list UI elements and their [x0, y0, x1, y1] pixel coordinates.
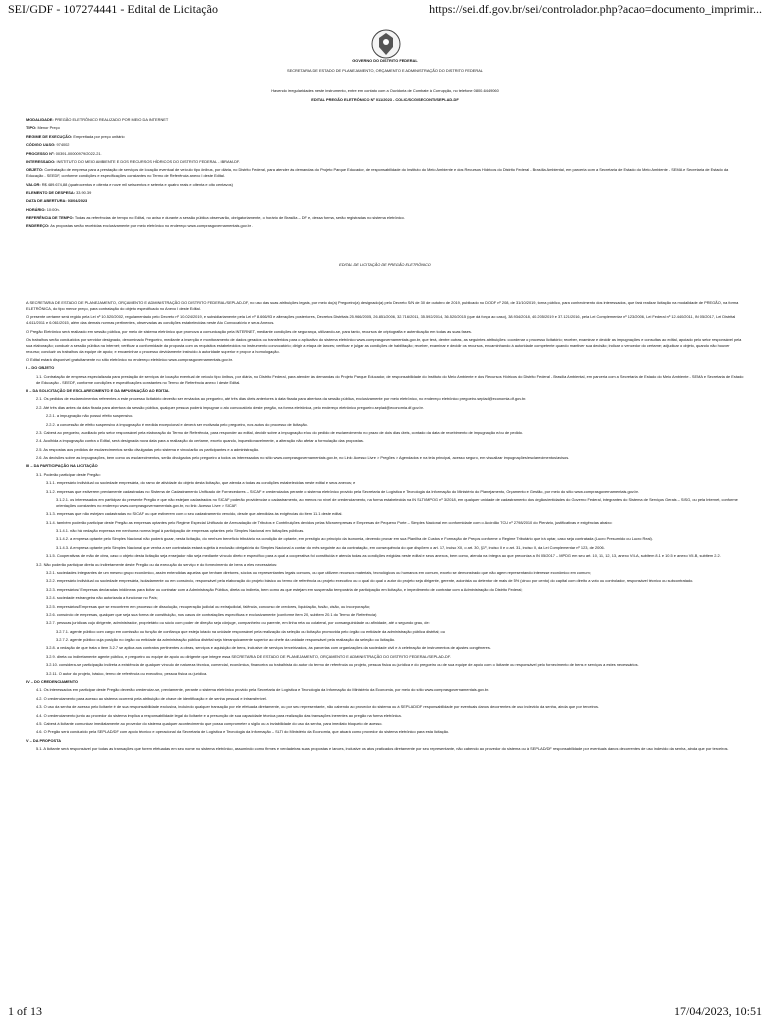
clause-item: 2.2.1. a impugnação não possui efeito suspensivo.	[46, 413, 134, 419]
clause-item: 3.1.2. empresas que estiverem previamente cadastradas no Sistema de Cadastramento Unificado de Fornecedores – SICAF e credenciados perante o sistema eletrônico provido pela Secretaria de Logística e Tecnologia da Informação do Ministério do Planejamento, Orçamento e Gestão, por meio do sítio www.comprasgovernamentais.gov.br.	[46, 488, 639, 494]
clause-item: 3.1.3. empresas que não estejam cadastradas no SICAF ou que estiverem com o seu cadastramento vencido, desde que atendidas às exigências do item 11.1 deste edital.	[46, 511, 343, 517]
field-label: VALOR:	[26, 181, 41, 187]
field-value: 33.90.39	[75, 189, 92, 195]
field-row	[26, 151, 744, 157]
field-value: Empreitada por preço unitário	[72, 133, 125, 139]
clause-item: 3.1.4.1. não há vedação expressa em nenhuma norma legal à participação de empresas optantes pelo Simples Nacional em licitações públicas.	[56, 528, 305, 533]
clause-item: 3.2.9. direta ou indiretamente agente público, e pregoeiro ou equipe de apoio ou dirigente que integre essa SECRETARIA DE ESTADO DE PLANEJAMENTO, ORÇAMENTO E ADMINISTRAÇÃO DO DISTRITO FEDERAL/SEPLAD-DF.	[46, 653, 451, 659]
field-row	[26, 198, 744, 204]
field-row	[26, 182, 744, 188]
section-heading: V – DA PROPOSTA	[26, 737, 62, 743]
field-row	[26, 125, 744, 131]
intro-paragraph: O Pregão Eletrônico será realizado em sessão pública, por meio de sistema eletrônico que promova a comunicação pela INTERNET, mediante condições de segurança, utilizando-se, para tanto, recursos de criptografia e autenticação em todas as suas fases.	[26, 328, 472, 334]
clause-item: 3.1. Poderão participar deste Pregão:	[36, 471, 101, 477]
clause-item: 4.1. Os interessados em participar deste Pregão deverão credenciar-se, previamente, perante o sistema eletrônico provido pela Secretaria de Logística e Tecnologia da Informação do Ministério da Economia, por meio do sítio www.comprasgovernamentais.gov.br.	[36, 687, 490, 693]
field-row	[26, 223, 744, 229]
ouvidoria-notice: Havendo irregularidades neste instrumento, entre em contato com a Ouvidoria de Combate à Corrupção, no telefone 0800-6449060	[271, 88, 499, 94]
page-number: 1 of 13	[8, 1004, 42, 1018]
edital-sections	[26, 365, 744, 752]
section-heading: III – DA PARTICIPAÇÃO NA LICITAÇÃO	[26, 463, 98, 469]
field-row	[26, 159, 744, 165]
clause-item: 4.6. O Pregão será conduzido pela SEPLAD/DF com apoio técnico e operacional da Secretaria de Logística e Tecnologia da Informação – SLTI do Ministério da Economia, que atuará como provedor do sistema eletrônico para esta licitação.	[36, 729, 450, 735]
field-value: 10:00h.	[45, 206, 60, 212]
field-value: Todas as referências de tempo no Edital, no aviso e durante a sessão pública observarão, obrigatoriamente, o horário de Brasília – DF e, dessa forma, serão registradas no sistema eletrônico.	[73, 215, 405, 221]
clause-item: 2.6. As decisões sobre as impugnações, bem como os esclarecimentos, serão divulgados pelo pregoeiro a todos os interessados no sítio www.comprasgovernamentais.gov.br, no Link: Acesso Livre > Pregões > Agendados e na tela principal, acesso seguro, em visualizar impugnações/esclarecimentos/avisos.	[36, 455, 570, 461]
clause-item: 3.2.7.2. agente público cuja posição no órgão ou entidade da administração pública distrital seja hierarquicamente superior ao chefe da unidade responsável pela realização da seleção ou licitação.	[56, 637, 396, 643]
document-body	[26, 56, 744, 755]
field-value: As propostas serão recebidas exclusivamente por meio eletrônico no endereço www.comprasgovernamentais.gov.br .	[49, 223, 254, 229]
clause-item: 3.2.8. a vedação de que trata o item 3.2.7 se aplica aos contratos pertinentes a obras, serviços e aquisição de bens, inclusive de serviços terceirizados, às parcerias com organizações da sociedade civil e à celebração de instrumentos de ajustes congêneres.	[46, 645, 491, 651]
field-row	[26, 117, 744, 123]
page-title: SEI/GDF - 107274441 - Edital de Licitação	[8, 2, 218, 16]
clause-item: 3.1.5. Cooperativas de mão de obra, caso o objeto desta licitação seja ensejador não seja mediante vínculo direto e específico para a qual a cooperativa foi constituída e atenda todas as condições exigidas neste edital e seus anexos, bem como, atenda na íntegra ao que preconiza a IN 05/2017 – MPDG em seu art. 10, 11, 12, 13, anexo VII-A, subitem 8.1 e 10.5 e anexo VII-B, subitem 2.2.	[46, 553, 721, 559]
field-label: DATA DE ABERTURA: 03/04/2023	[26, 198, 88, 204]
clause-item: 3.1.1. empresário individual ou sociedade empresária, do ramo de atividade do objeto desta licitação, que atenda a todas as condições estabelecidas neste edital e seus anexos; e	[46, 480, 356, 486]
field-value: 974002	[55, 142, 70, 148]
edital-fields	[26, 117, 744, 229]
field-row	[26, 190, 744, 196]
field-label: OBJETO:	[26, 167, 44, 173]
intro-paragraph: Os trabalhos serão conduzidos por servidor designado, denominado Pregoeiro, mediante a inserção e monitoramento de dados gerados ou transferidos para o aplicativo do sistema eletrônico www.comprasgovernamentais.gov.br, que terá, dentre outras, as seguintes atribuições: coordenar o processo licitatório; receber, examinar e decidir as impugnações e consultas ao edital, apoiado pelo setor responsável pela sua elaboração; conduzir a sessão pública na internet; verificar a conformidade da proposta com os requisitos estabelecidos no instrumento convocatório; dirigir a etapa de lances; verificar e julgar as condições de habilitação; receber, examinar e decidir os recursos, encaminhando à autoridade competente quando mantiver sua decisão; indicar o vencedor do certame; adjudicar o objeto, quando não houver recurso; conduzir os trabalhos da equipe de apoio; e encaminhar o processo devidamente instruído à autoridade superior e propor a homologação.	[26, 337, 742, 354]
field-row	[26, 167, 744, 179]
clause-item: 3.1.4.3. A empresa optante pelo Simples Nacional que venha a ser contratada estará sujeita à exclusão obrigatória do Simples Nacional a contar do mês seguinte ao da contratação, em consequência do que dispõem o art. 17, inciso XII, o art. 30, §1º, inciso II e o art. 31, inciso II, da Lei Complementar nº 123, de 2006.	[56, 544, 605, 550]
clause-item: 1.1. Contratação de empresa especializada para prestação de serviços de locação eventual de veículo tipo ônibus, por diária, no Distrito Federal, para atender às demandas do Projeto Parque Educador, de responsabilidade do Instituto do Meio Ambiente e dos Recursos Hídricos do Distrito Federal - Brasília Ambiental, em parceria com a Secretaria de Estado do Meio Ambiente - SEMA e Secretaria de Estado de Educação - SEEDF, conforme condições e especificações constantes no Termo de Referência anexo I deste Edital.	[36, 373, 744, 385]
section-heading: I – DO OBJETO	[26, 365, 55, 371]
field-row	[26, 215, 744, 221]
browser-header	[8, 2, 762, 16]
clause-item: 2.5. As respostas aos pedidos de esclarecimentos serão divulgadas pelo sistema e vincularão os participantes e a administração.	[36, 446, 260, 452]
edital-center-title: EDITAL DE LICITAÇÃO DE PREGÃO ELETRÔNICO	[339, 261, 431, 267]
clause-item: 2.1. Os pedidos de esclarecimentos referentes a este processo licitatório deverão ser enviados ao pregoeiro, até três dias úteis anteriores à data fixada para abertura da sessão pública, exclusivamente por meio eletrônico, no endereço eletrônico pregoeiro.seplad@economia.df.gov.br.	[36, 396, 527, 402]
field-label: MODALIDADE:	[26, 116, 54, 122]
field-label: PROCESSO Nº:	[26, 150, 55, 156]
clause-item: 2.2. Até três dias antes da data fixada para abertura da sessão pública, qualquer pessoa poderá impugnar o ato convocatório deste pregão, na forma eletrônica, pelo endereço eletrônico pregoeiro.seplad@economia.df.gov.br.	[36, 404, 424, 410]
page-url: https://sei.df.gov.br/sei/controlador.php?acao=documento_imprimir...	[429, 2, 762, 16]
field-row	[26, 134, 744, 140]
clause-item: 3.1.2.1. os interessados em participar do presente Pregão e que não estejam cadastrados no SICAF poderão providenciar o cadastramento, ao menos no nível de credenciamento, na forma estabelecida na IN SLTI/MPOG nº 3/2018, em qualquer unidade de cadastramento dos órgãos/entidades do Governo Federal, integrantes do Sistema de Serviços Gerais – SISG, ou pela Internet, conforme orientações constantes no endereço www.comprasgovernamentais.gov.br, no link: Acesso Livre > SICAF.	[56, 497, 738, 508]
field-label: ELEMENTO DE DESPESA:	[26, 189, 76, 195]
clause-item: 4.2. O credenciamento para acesso ao sistema ocorrerá pela atribuição de chave de identificação e de senha pessoal e intransferível.	[36, 695, 267, 701]
clause-item: 4.5. Caberá à licitante comunicar imediatamente ao provedor do sistema qualquer acontecimento que possa comprometer o sigilo ou a inviabilidade do uso da senha, para imediato bloqueio de acesso.	[36, 720, 383, 726]
field-value: Menor Preço	[36, 125, 60, 131]
field-value: 00391-00000979/2022-21.	[54, 150, 102, 156]
clause-item: 2.4. Acolhida a impugnação contra o Edital, será designada nova data para a realização do certame, exceto quando, inquestionavelmente, a alteração não afetar a formulação das propostas.	[36, 438, 364, 444]
clause-item: 3.2.11. O autor do projeto, básico, termo de referência ou executivo, pessoa física ou jurídica.	[46, 670, 208, 676]
clause-item: 5.1. A licitante será responsável por todas as transações que forem efetuadas em seu nome no sistema eletrônico, assumindo como firmes e verdadeiras suas propostas e lances, inclusive os atos praticados diretamente por seu representante, não cabendo ao provedor do sistema ou à SEPLAD/DF responsabilidade por eventuais danos decorrentes de uso indevido da senha, ainda que por terceiros.	[36, 746, 729, 752]
clause-item: 3.2. Não poderão participar direta ou indiretamente deste Pregão ou da execução do serviço e do fornecimento de bens a eles necessários:	[36, 561, 278, 567]
intro-paragraph: O Edital estará disponível gratuitamente no sítio eletrônico no endereço eletrônico www.comprasgovernamentais.gov.br.	[26, 356, 233, 362]
field-value: PREGÃO ELETRÔNICO REALIZADO POR MEIO DA INTERNET	[53, 116, 169, 122]
clause-item: 4.3. O uso da senha de acesso pelo licitante é de sua responsabilidade exclusiva, incluindo qualquer transação por ele efetuada diretamente, ou por seu representante, não cabendo ao provedor do sistema ou à SEPLAD/DF responsabilidade por eventuais danos decorrentes de uso indevido da senha, ainda que por terceiros.	[36, 704, 599, 710]
clause-item: 3.2.5. empresários/Empresas que se encontrem em processo de dissolução, recuperação judicial ou extrajudicial, falência, concurso de credores, liquidação, fusão, cisão, ou incorporação;	[46, 603, 370, 609]
clause-item: 3.1.4.2. a empresa optante pelo Simples Nacional não poderá gozar, nesta licitação, do nenhum benefício tributário na condição de optante, em prestígio ao princípio da isonomia, devendo provar em sua Planilha de Custos e Formação de Preços conforme o Regime Tributário que irá optar, caso seja contratada (Lucro Presumido ou Lucro Real).	[56, 536, 653, 542]
intro-paragraph: O presente certame será regido pela Lei nº 10.520/2002, regulamentado pelo Decreto nº 10.024/2019, e subsidiariamente pela Lei nº 8.666/93 e alterações posteriores, Decretos Distritais 25.966/2005, 26.851/2006, 32.716/2011, 35.592/2014, 36.520/2015 (que dá força ao caso), 38.934/2018, 40.205/2019 e 37.121/2016, pela Lei Complementar nº 123/2006, Lei Federal nº 12.440/2011, IN 05/2017, Lei Distrital 4.611/2011 e 6.061/2015, além das demais normas pertinentes, observadas as condições estabelecidas neste Ato Convocatório e seus Anexos.	[26, 314, 736, 326]
clause-item: 3.2.10. considera-se participação indireta a existência de qualquer vínculo de natureza técnica, comercial, econômica, financeira ou trabalhista do autor do termo de referência ou projeto, pessoa física ou jurídica e do pregoeiro ou de sua equipe de apoio com o licitante ou responsável pelo fornecimento de bens e serviços a estes necessários.	[46, 662, 639, 668]
secretaria-header: SECRETARIA DE ESTADO DE PLANEJAMENTO, ORÇAMENTO E ADMINISTRAÇÃO DO DISTRITO FEDERAL	[287, 67, 483, 73]
field-value: INSTITUTO DO MEIO AMBIENTE E DOS RECURSOS HÍDRICOS DO DISTRITO FEDERAL - IBRAM-DF.	[55, 158, 240, 164]
clause-item: 2.3. Caberá ao pregoeiro, auxiliado pelo setor responsável pela elaboração do Termo de Referência, para responder ao edital, decidir sobre a impugnação e/ou do pedido de esclarecimento no prazo de dois dias úteis, contado da data de recebimento de impugnação e/ou de pedido.	[36, 429, 524, 435]
edital-title: EDITAL PREGÃO ELETRÔNICO Nº 011/2023 - COLIC/SCG/SECONTI/SEPLAD-DF	[311, 96, 459, 102]
field-row	[26, 207, 744, 213]
field-label: ENDEREÇO:	[26, 223, 50, 229]
field-value: R$ 489.674,88 (quatrocentos e oitenta e nove mil seiscentos e setenta e quatro reais e oitenta e oito centavos)	[40, 181, 233, 187]
clause-item: 3.2.6. consórcio de empresas, qualquer que seja sua forma de constituição, nos casos de contratações específicas e exclusivamente (conforme item 20, subitem 20.1 do Termo de Referência)	[46, 611, 377, 617]
field-label: CÓDIGO UASG:	[26, 142, 56, 148]
field-label: TIPO:	[26, 125, 37, 131]
clause-item: 3.2.7. pessoas jurídicas cujo dirigente, administrador, proprietário ou sócio com poder de direção seja cônjuge, companheiro ou parente, em linha reta ou colateral, por consanguinidade ou afinidade, até o segundo grau, de:	[46, 620, 430, 626]
field-label: INTERESSADO:	[26, 158, 56, 164]
clause-item: 3.2.4. sociedade estrangeira não autorizada a funcionar no País;	[46, 595, 158, 601]
clause-item: 3.2.2. empresário individual ou sociedade empresária, isoladamente ou em consórcio, responsável pela elaboração do projeto básico ou termo de referência ou projeto executivo ou o qual do qual o autor do projeto seja dirigente, gerente, acionista ou detentor de mais de 5% (cinco por cento) do capital com direito a voto ou controlador, responsável técnico ou subcontratado.	[46, 578, 694, 584]
clause-item: 2.2.2. a concessão de efeito suspensivo à impugnação é medida excepcional e deverá ser motivada pelo pregoeiro, nos autos do processo de licitação.	[46, 421, 308, 427]
intro-paragraphs	[26, 300, 744, 363]
clause-item: 3.1.4. também poderão participar deste Pregão as empresas optantes pelo Regime Especial Unificado de Arrecadação de Tributos e Contribuições devidos pelas Microempresas e Empresas de Pequeno Porte – Simples Nacional em conformidade com o Acórdão TCU nº 2798/2010 do Plenário, justificativas e exigências abaixo:	[46, 519, 613, 525]
clause-item: 4.4. O credenciamento junto ao provedor do sistema implica a responsabilidade legal do licitante e a presunção de sua capacidade técnica para realização das transações inerentes ao pregão na forma eletrônica.	[36, 712, 402, 718]
browser-footer	[8, 1004, 762, 1018]
section-heading: IV – DO CREDENCIAMENTO	[26, 679, 79, 685]
clause-item: 3.2.3. empresários/ Empresas declaradas inidôneas para licitar ou contratar com a Administração Pública, direta ou indireta, bem como as que estejam em suspensão temporária de participação em licitação, e impedimento de contratar com a Administração do Distrito Federal;	[46, 586, 523, 592]
section-heading: II – DA SOLICITAÇÃO DE ESCLARECIMENTO E DA IMPUGNAÇÃO AO EDITAL	[26, 387, 170, 393]
clause-item: 3.2.7.1. agente público com cargo em comissão ou função de confiança que esteja lotado na unidade responsável pela realização da seleção ou licitação promovida pelo órgão ou entidade da administração pública distrital; ou	[56, 628, 445, 634]
field-label: REGIME DE EXECUÇÃO:	[26, 133, 73, 139]
clause-item: 3.2.1. sociedades integrantes de um mesmo grupo econômico, assim entendidas aquelas que tenham diretores, sócios ou representantes legais comuns, ou que utilizem recursos materiais, tecnológicos ou humanos em comum, exceto se demonstrado que não agem representando interesse econômico em comum;	[46, 569, 591, 575]
gov-header: GOVERNO DO DISTRITO FEDERAL	[352, 58, 418, 63]
intro-paragraph: A SECRETARIA DE ESTADO DE PLANEJAMENTO, ORÇAMENTO E ADMINISTRAÇÃO DO DISTRITO FEDERAL/SEPLAD-DF, no uso das suas atribuições legais, por meio do(a) Pregoeiro(a) designado(a) pelo Decreto S/N de 30 de outubro de 2019, publicado no DODF nº 208, de 31/10/2019, torna público, para conhecimento dos interessados, que fará realizar licitação na modalidade de PREGÃO, na forma ELETRÔNICA, do tipo menor preço, para contratação do objeto especificado no Anexo I deste Edital.	[26, 300, 739, 312]
field-value: Contratação de empresa para a prestação de serviços de locação eventual de veículo tipo ônibus, por diária, no Distrito Federal, para atender às demandas do Projeto Parque Educador, de responsabilidade do Instituto do Meio Ambiente e dos Recursos Hídricos do Distrito Federal - Brasília Ambiental, em parceria com a Secretaria de Estado do Meio Ambiente - SEMA e Secretaria de Estado da Educação - SEEDF, conforme condições e especificações constantes no Termo de Referência anexo I deste Edital.	[26, 167, 729, 179]
field-row	[26, 142, 744, 148]
field-label: REFERÊNCIA DE TEMPO:	[26, 215, 74, 221]
print-datetime: 17/04/2023, 10:51	[673, 1004, 762, 1018]
field-label: HORÁRIO:	[26, 206, 46, 212]
